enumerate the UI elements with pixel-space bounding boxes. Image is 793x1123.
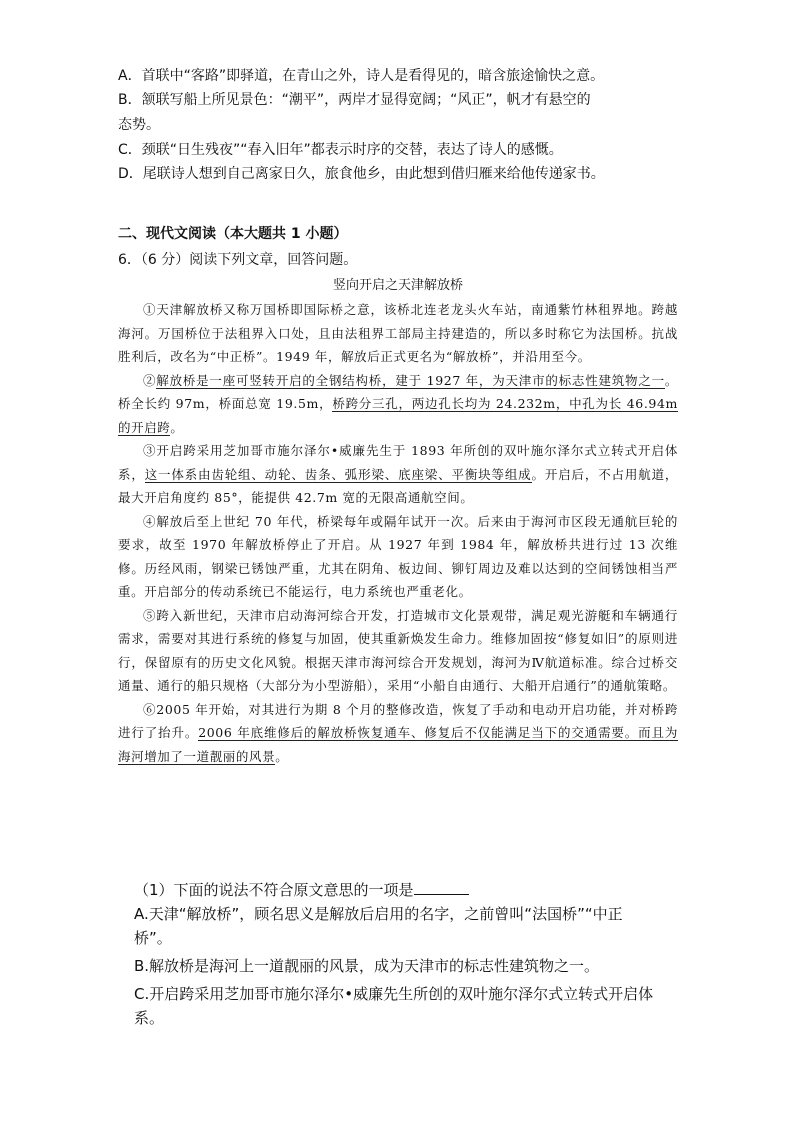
option-a: A．首联中“客路”即驿道，在青山之外，诗人是看得见的，暗含旅途愉快之意。 <box>118 68 605 84</box>
p2-underlined-1: 解放桥是一座可竖转开启的全钢结构桥，建于 1927 年，为天津市的标志性建筑物之一 <box>156 372 665 388</box>
option-b-line2: 态势。 <box>118 117 160 133</box>
question-intro: 6．（6 分）阅读下列文章，回答问题。 <box>118 252 358 268</box>
choice-a-line2: 桥”。 <box>134 929 172 947</box>
p6-start: ⑥2005 年开始，对其进行为期 8 个月的整修改造，恢复了手动和电动开启功能，并对桥跨进行了抬升。 <box>118 701 678 740</box>
article-paragraph-2 <box>118 369 678 440</box>
sub-question <box>134 878 674 1030</box>
article-title: 竖向开启之天津解放桥 <box>332 278 463 293</box>
option-c: C．颈联“日生残夜”“春入旧年”都表示时序的交替，表达了诗人的感慨。 <box>118 142 563 158</box>
p2-number: ② <box>143 372 157 388</box>
article-paragraph-6 <box>118 698 678 769</box>
choice-a-line1: A.天津“解放桥”，顾名思义是解放后启用的名字，之前曾叫“法国桥”“中正 <box>134 905 623 923</box>
p2-end: 。 <box>170 419 184 435</box>
option-d: D．尾联诗人想到自己离家日久，旅食他乡，由此想到借归雁来给他传递家书。 <box>118 166 605 182</box>
p6-underlined: 2006 年底维修后的解放桥恢复通车、修复后不仅能满足当下的交通需要。而且为海河增加了一道靓丽的风景 <box>118 725 678 764</box>
sub-question-stem <box>134 878 674 902</box>
p3-underlined: 这一体系由齿轮组、动轮、齿条、弧形梁、底座梁、平衡块等组成 <box>144 466 532 482</box>
p2-underlined-2: 桥跨分三孔，两边孔长均为 24.232m，中孔为长 46.94m 的开启跨 <box>118 396 678 435</box>
p3-end: 。开启后，不占用航道，最大开启角度约 85°，能提供 42.7m 宽的无限高通航空间。 <box>118 466 679 505</box>
article-paragraph-5: ⑤跨入新世纪，天津市启动海河综合开发，打造城市文化景观带，满足观光游艇和车辆通行需求，需要对其进行系统的修复与加固，使其重新焕发生命力。维修加固按“修复如旧”的原则进行，保留原有的历史文化风貌。根据天津市海河综合开发规划，海河为Ⅳ航道标准。综合过桥交通量、通行的船只规格（大部分为小型游船），采用“小船自由通行、大船开启通行”的通航策略。 <box>118 607 678 693</box>
p6-end: 。 <box>275 748 289 764</box>
article-paragraph-1: ①天津解放桥又称万国桥即国际桥之意，该桥北连老龙头火车站，南通紫竹林租界地。跨越海河。万国桥位于法租界入口处，且由法租界工部局主持建造的，所以多时称它为法国桥。抗战胜利后，改名为“中正桥”。1949 年，解放后正式更名为“解放桥”，并沿用至今。 <box>118 302 678 364</box>
section-heading: 二、现代文阅读（本大题共 1 小题） <box>118 226 348 242</box>
choice-c-line1: C.开启跨采用芝加哥市施尔泽尔•威廉先生所创的双叶施尔泽尔式立转式开启体 <box>134 985 654 1003</box>
p3-start: ③开启跨采用芝加哥市施尔泽尔•威廉先生于 1893 年所创的双叶施尔泽尔式立转式开启体系， <box>118 443 678 482</box>
sub-question-stem-text: （1）下面的说法不符合原文意思的一项是 <box>134 881 414 899</box>
choice-b: B.解放桥是海河上一道靓丽的风景，成为天津市的标志性建筑物之一。 <box>134 957 600 975</box>
option-b-line1: B．颔联写船上所见景色：“潮平”，两岸才显得宽阔；“风正”，帆才有悬空的 <box>118 92 591 108</box>
answer-blank[interactable] <box>414 880 469 895</box>
choice-c-line2: 系。 <box>134 1009 165 1027</box>
article-paragraph-3 <box>118 439 678 510</box>
p2-middle: 。桥全长约 97m，桥面总宽 19.5m， <box>118 372 678 411</box>
article-paragraph-4: ④解放后至上世纪 70 年代，桥梁每年或隔年试开一次。后来由于海河市区段无通航巨轮的要求，故至 1970 年解放桥停止了开启。从 1927 年到 1984 年，解放桥共进行过 13 次维修。历经风雨，钢梁已锈蚀严重，尤其在阴角、板边间、铆钉周边及难以达到的空间锈蚀相当严重。开启部分的传动系统已不能运行，电力系统也严重老化。 <box>118 513 678 599</box>
article <box>118 274 678 768</box>
